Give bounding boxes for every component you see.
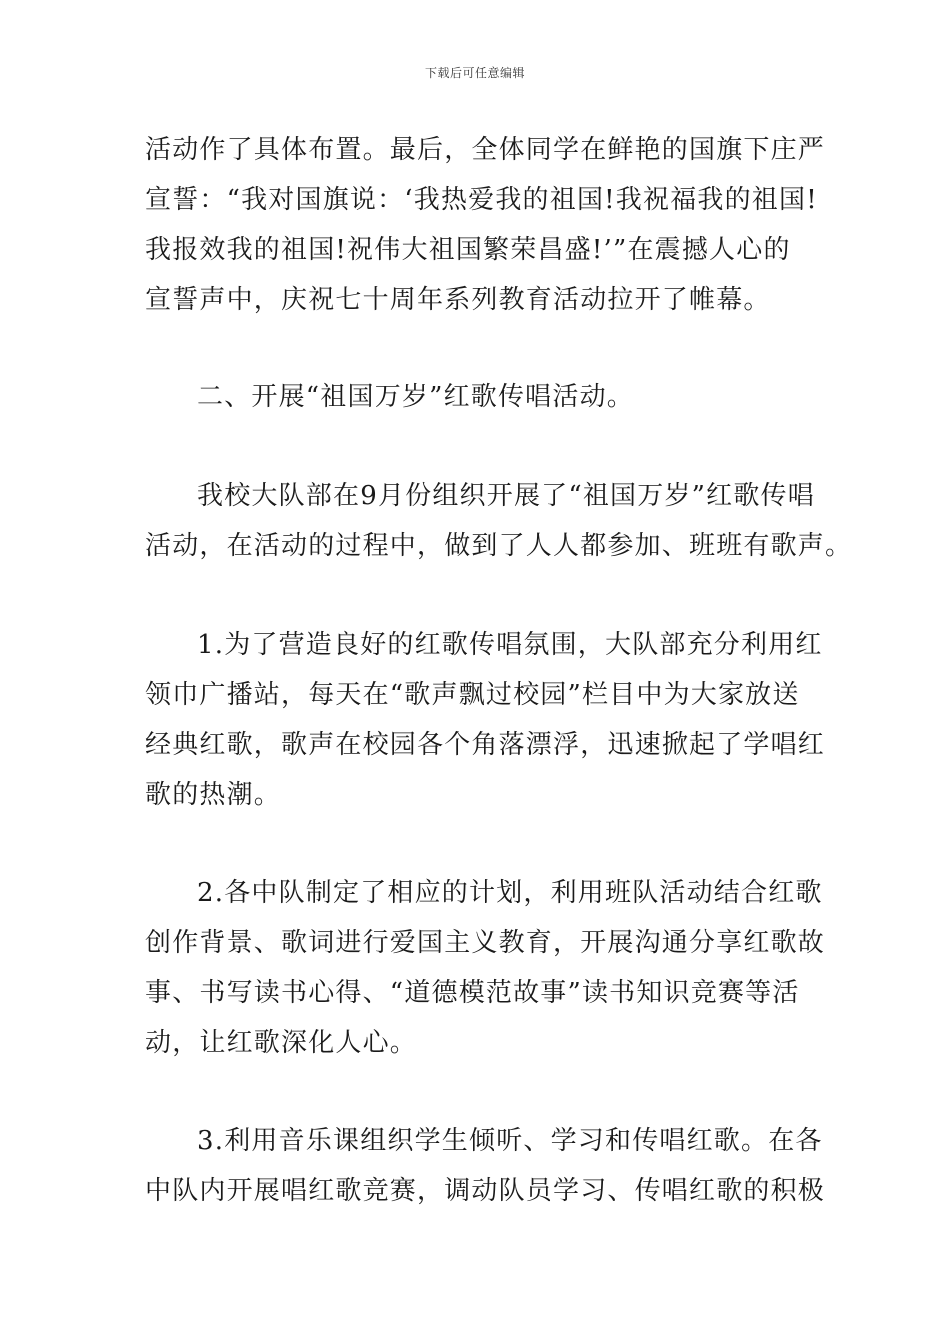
paragraph-line: 我报效我的祖国!祝伟大祖国繁荣昌盛!’”在震撼人心的 — [145, 235, 791, 265]
list-item-3-line: 中队内开展唱红歌竞赛，调动队员学习、传唱红歌的积极 — [145, 1176, 826, 1206]
list-item-2-line: 创作背景、歌词进行爱国主义教育，开展沟通分享红歌故 — [145, 928, 826, 958]
list-item-1-line: 歌的热潮。 — [145, 780, 282, 810]
list-item-2-line: 动，让红歌深化人心。 — [145, 1028, 418, 1058]
list-item-1-line: 领巾广播站，每天在“歌声飘过校园”栏目中为大家放送 — [145, 680, 800, 710]
list-item-1-line: 经典红歌，歌声在校园各个角落漂浮，迅速掀起了学唱红 — [145, 730, 826, 760]
list-item-2-line: 2.各中队制定了相应的计划，利用班队活动结合红歌 — [197, 878, 823, 908]
list-item-2-line: 事、书写读书心得、“道德模范故事”读书知识竞赛等活 — [145, 978, 800, 1008]
section-heading: 二、开展“祖国万岁”红歌传唱活动。 — [197, 382, 634, 412]
paragraph-line: 我校大队部在9月份组织开展了“祖国万岁”红歌传唱 — [197, 481, 815, 511]
paragraph-line: 活动作了具体布置。最后，全体同学在鲜艳的国旗下庄严 — [145, 135, 826, 165]
paragraph-line: 宣誓：“我对国旗说：‘我热爱我的祖国!我祝福我的祖国! — [145, 185, 818, 215]
list-item-3-line: 3.利用音乐课组织学生倾听、学习和传唱红歌。在各 — [197, 1126, 823, 1156]
paragraph-line: 宣誓声中，庆祝七十周年系列教育活动拉开了帷幕。 — [145, 285, 771, 315]
paragraph-line: 活动，在活动的过程中，做到了人人都参加、班班有歌声。 — [145, 531, 853, 561]
list-item-1-line: 1.为了营造良好的红歌传唱氛围，大队部充分利用红 — [197, 630, 823, 660]
page-header: 下载后可任意编辑 — [424, 66, 525, 80]
